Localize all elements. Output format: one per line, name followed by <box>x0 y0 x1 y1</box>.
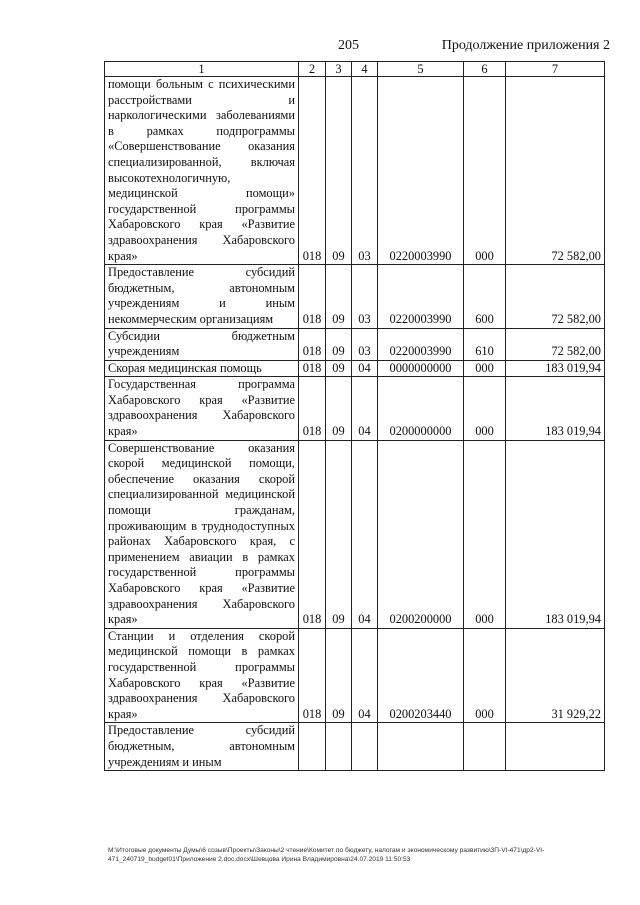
cell-subsection: 03 <box>352 265 378 328</box>
cell-ministry: 018 <box>299 440 326 628</box>
table-row <box>105 377 605 440</box>
row-name: Предоставление субсидий бюджетным, автономным учреждениям и иным <box>105 723 299 771</box>
cell-subsection <box>352 723 378 771</box>
column-header: 1 <box>105 62 299 77</box>
cell-subsection: 03 <box>352 328 378 360</box>
cell-target-article <box>378 723 464 771</box>
cell-amount: 31 929,22 <box>506 628 605 723</box>
cell-expense-type: 600 <box>464 265 506 328</box>
table-row <box>105 328 605 360</box>
cell-expense-type: 000 <box>464 377 506 440</box>
column-header: 7 <box>506 62 605 77</box>
cell-ministry: 018 <box>299 77 326 265</box>
table-row <box>105 265 605 328</box>
cell-expense-type: 610 <box>464 328 506 360</box>
cell-amount: 183 019,94 <box>506 440 605 628</box>
cell-section <box>326 723 352 771</box>
cell-section: 09 <box>326 77 352 265</box>
row-name: Станции и отделения скорой медицинской помощи в рамках государственной программы Хабаровского края «Развитие здравоохранения Хабаровского края» <box>105 628 299 723</box>
row-name: помощи больным с психическими расстройствами и наркологическими заболеваниями в рамках подпрограммы «Совершенствование оказания специализированной, включая высокотехнологичную, медицинской помощи» государственной программы Хабаровского края «Развитие здравоохранения Хабаровского края» <box>105 77 299 265</box>
column-header: 5 <box>378 62 464 77</box>
cell-expense-type: 000 <box>464 440 506 628</box>
cell-subsection: 04 <box>352 440 378 628</box>
cell-subsection: 04 <box>352 377 378 440</box>
table-row <box>105 628 605 723</box>
column-header: 2 <box>299 62 326 77</box>
table-row <box>105 77 605 265</box>
table-header-row <box>105 62 605 77</box>
cell-amount: 72 582,00 <box>506 328 605 360</box>
cell-target-article: 0220003990 <box>378 328 464 360</box>
cell-target-article: 0220003990 <box>378 265 464 328</box>
cell-section: 09 <box>326 265 352 328</box>
cell-ministry: 018 <box>299 377 326 440</box>
cell-ministry <box>299 723 326 771</box>
cell-section: 09 <box>326 628 352 723</box>
cell-target-article: 0220003990 <box>378 77 464 265</box>
cell-amount: 72 582,00 <box>506 77 605 265</box>
cell-expense-type: 000 <box>464 628 506 723</box>
budget-table <box>104 61 605 771</box>
cell-target-article: 0200200000 <box>378 440 464 628</box>
cell-expense-type: 000 <box>464 77 506 265</box>
cell-target-article: 0200000000 <box>378 377 464 440</box>
table-row <box>105 440 605 628</box>
cell-amount: 72 582,00 <box>506 265 605 328</box>
cell-subsection: 04 <box>352 360 378 377</box>
cell-subsection: 04 <box>352 628 378 723</box>
cell-amount: 183 019,94 <box>506 360 605 377</box>
cell-target-article: 0200203440 <box>378 628 464 723</box>
column-header: 3 <box>326 62 352 77</box>
continuation-label: Продолжение приложения 2 <box>441 38 610 53</box>
column-header: 4 <box>352 62 378 77</box>
row-name: Скорая медицинская помощь <box>105 360 299 377</box>
table-row <box>105 360 605 377</box>
cell-ministry: 018 <box>299 628 326 723</box>
page-number: 205 <box>338 38 359 53</box>
cell-subsection: 03 <box>352 77 378 265</box>
cell-section: 09 <box>326 328 352 360</box>
cell-target-article: 0000000000 <box>378 360 464 377</box>
cell-amount: 183 019,94 <box>506 377 605 440</box>
cell-ministry: 018 <box>299 360 326 377</box>
cell-section: 09 <box>326 360 352 377</box>
cell-amount <box>506 723 605 771</box>
table-row <box>105 723 605 771</box>
cell-ministry: 018 <box>299 328 326 360</box>
cell-expense-type <box>464 723 506 771</box>
cell-section: 09 <box>326 440 352 628</box>
column-header: 6 <box>464 62 506 77</box>
row-name: Предоставление субсидий бюджетным, автономным учреждениям и иным некоммерческим организациям <box>105 265 299 328</box>
cell-ministry: 018 <box>299 265 326 328</box>
cell-expense-type: 000 <box>464 360 506 377</box>
cell-section: 09 <box>326 377 352 440</box>
row-name: Совершенствование оказания скорой медицинской помощи, обеспечение оказания скорой специализированной медицинской помощи гражданам, проживающим в труднодоступных районах Хабаровского края, с применением авиации в рамках государственной программы Хабаровского края «Развитие здравоохранения Хабаровского края» <box>105 440 299 628</box>
row-name: Субсидии бюджетным учреждениям <box>105 328 299 360</box>
row-name: Государственная программа Хабаровского края «Развитие здравоохранения Хабаровского края» <box>105 377 299 440</box>
file-path-footer: М:\Итоговые документы Думы\6 созыв\Проекты\Законы\2 чтение\Комитет по бюджету, налогам и экономическому развитию\3П-VI-471\др2-VI-471_240719_budget01\Приложение 2.doc.docx\Шевцова Ирина Владимировна\24.07.2019 11:50:53 <box>108 847 545 863</box>
